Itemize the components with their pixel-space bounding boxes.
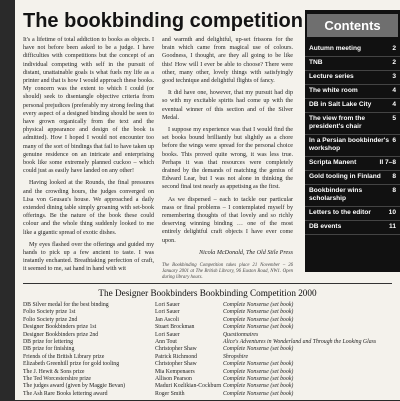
competition-book: Alice's Adventures in Wonderland and Through the Looking Glass bbox=[223, 339, 377, 346]
competition-book: Complete Nonsense (set book) bbox=[223, 383, 294, 390]
competition-book: Complete Nonsense (set book) bbox=[223, 316, 294, 323]
contents-item-label: Lecture series bbox=[309, 73, 354, 80]
contents-item[interactable] bbox=[305, 43, 400, 57]
article-paragraph: As we dispersed – each to tackle our particular mass or final problems – I contemplated myself by remembering thoughts of that lovely and so richly deserving winning binding … one of the most entirely delightful craft objects I have ever come upon. bbox=[162, 196, 293, 244]
contents-heading: Contents bbox=[307, 14, 398, 37]
contents-item-label: In a Persian bookbinder's workshop bbox=[309, 137, 389, 152]
contents-item-label: Autumn meeting bbox=[309, 45, 362, 52]
article-title: The bookbinding competition bbox=[23, 10, 303, 32]
contents-item[interactable] bbox=[305, 85, 400, 99]
article-attribution: Nicola McDonald, The Old Stile Press bbox=[199, 249, 293, 256]
contents-item-page: 11 bbox=[389, 223, 396, 230]
contents-item-label: The white room bbox=[309, 87, 358, 94]
article-paragraph: and warmth and delightful, up-set frissons for the brain which came from magical use of colours. Goodness, I thought, are they all going to be like this! How will I ever be able to choose? There were other, many other, lovely things with satisfyingly good technique and delightful flights of fancy. bbox=[162, 37, 293, 85]
competition-book: Complete Nonsense (set book) bbox=[223, 368, 294, 375]
competition-book: Complete Nonsense (set book) bbox=[223, 346, 294, 353]
article-paragraph: It did have one, however, that my pursuit had dip so with my excitable spirits had come up with the eventual winner of this section and of the Silver Medal. bbox=[162, 90, 293, 121]
competition-winner: Christopher Shaw bbox=[155, 361, 197, 368]
competition-row bbox=[23, 332, 392, 339]
competition-prize: Folio Society prize 2nd bbox=[23, 316, 78, 323]
contents-item-page: 4 bbox=[392, 101, 396, 108]
competition-prize: Friends of the British Library prize bbox=[23, 353, 105, 360]
article-column-left bbox=[23, 36, 154, 273]
competition-book: Shropshire bbox=[223, 353, 249, 360]
article-paragraph: My eyes flashed over the offerings and guided my hands to pick up a few ancient to taste. I was instantly enchanted. Breathtaking perfection of craft, it seemed to me, sat hand in hand with wit bbox=[23, 241, 154, 273]
competition-title: The Designer Bookbinders Bookbinding Competition 2000 bbox=[98, 288, 317, 298]
article-paragraph: It's a lifetime of total addiction to books as objects. I have not before been asked to be a judge. I have difficulties with competitions but the concept of an individual competing with self in the pursuit of distant, unattainable goals is what fuels my life as a printer and that is how I would approach these books. My concern was the extent to which I could (or should) seek to disentangle objective criteria from personal prejudices (preferably my strong feeling that every aspect of a designed binding should be seen to have grown organically from the text and the physical appearance and design of the book is admitted). How I hoped I would not encounter too many of the sort of bindings that fail to have taken up genuine residence on an intricate and enterprising book like some extremely planned cuckoo – which could just as easily have landed on any other! bbox=[23, 37, 154, 175]
competition-winner: Stuart Brockman bbox=[155, 324, 195, 331]
contents-item[interactable] bbox=[305, 71, 400, 85]
contents-item-page: 10 bbox=[388, 209, 396, 216]
contents-item[interactable] bbox=[305, 57, 400, 71]
competition-prize: The judges award (given by Maggie Bevan) bbox=[23, 383, 126, 390]
competition-row bbox=[23, 324, 392, 331]
competition-winner: Lori Sauer bbox=[155, 309, 180, 316]
competition-prize: DB prize for finishing bbox=[23, 346, 75, 353]
contents-item-page: 8 bbox=[392, 173, 396, 180]
competition-book: Complete Nonsense (set book) bbox=[223, 361, 294, 368]
competition-book: Questionnaires bbox=[223, 331, 259, 338]
competition-row bbox=[23, 369, 392, 376]
competition-row bbox=[23, 339, 392, 346]
contents-item-page: 3 bbox=[392, 73, 396, 80]
contents-item[interactable] bbox=[305, 207, 400, 221]
contents-item-page: 2 bbox=[392, 45, 396, 52]
competition-book: Complete Nonsense (set book) bbox=[223, 309, 294, 316]
competition-winner: Maduri Kozlikian-Cockburn bbox=[155, 383, 222, 390]
competition-results bbox=[23, 283, 392, 401]
competition-winner: Mia Kempenaers bbox=[155, 368, 195, 375]
contents-item-page: 5 bbox=[392, 115, 396, 122]
competition-prize: Designer Bookbinders prize 2nd bbox=[23, 331, 99, 338]
contents-item-label: TNB bbox=[309, 59, 323, 66]
competition-winner: Ann Tout bbox=[155, 339, 177, 346]
competition-row bbox=[23, 361, 392, 368]
contents-item-label: DB events bbox=[309, 223, 342, 230]
competition-winner: Lori Sauer bbox=[155, 331, 180, 338]
contents-item[interactable] bbox=[305, 171, 400, 185]
competition-winner: Roger Smith bbox=[155, 390, 185, 397]
competition-winner: Lori Sauer bbox=[155, 302, 180, 308]
contents-item[interactable] bbox=[305, 157, 400, 171]
article-paragraph: Having looked at the Rounds, the final pressures and the crowding hours, the judges converged on Lisa von Geusau's house. We approached a daily extended dining table simply groaning with set-book offerings. Be the nature of the book these could colour and the whole thing suddenly looked to me like a gigantic spread of exotic dishes. bbox=[23, 180, 154, 236]
contents-item[interactable] bbox=[305, 113, 400, 135]
contents-item-label: Letters to the editor bbox=[309, 209, 371, 216]
competition-row bbox=[23, 302, 392, 309]
competition-row bbox=[23, 383, 392, 390]
contents-item[interactable] bbox=[305, 185, 400, 207]
competition-book: Complete Nonsense (set book) bbox=[223, 376, 294, 383]
contents-item-page: 2 bbox=[392, 59, 396, 66]
contents-item-label: Gold tooling in Finland bbox=[309, 173, 381, 180]
competition-prize: The Ted Worcestershire prize bbox=[23, 376, 91, 383]
competition-winner: Patrick Richmond bbox=[155, 353, 198, 360]
contents-sidebar bbox=[305, 10, 400, 272]
competition-row bbox=[23, 346, 392, 353]
contents-item-page: 4 bbox=[392, 87, 396, 94]
contents-list bbox=[305, 43, 400, 235]
contents-item[interactable] bbox=[305, 221, 400, 235]
competition-book: Complete Nonsense (set book) bbox=[223, 324, 294, 331]
competition-row bbox=[23, 309, 392, 316]
contents-item-label: Scripta Manent bbox=[309, 159, 357, 166]
newsletter-page bbox=[15, 0, 400, 400]
competition-winner: Jan Ascoli bbox=[155, 316, 179, 323]
contents-item[interactable] bbox=[305, 135, 400, 157]
competition-row bbox=[23, 317, 392, 324]
contents-item-label: DB in Salt Lake City bbox=[309, 101, 372, 108]
competition-winner: Christopher Shaw bbox=[155, 346, 197, 353]
contents-item-page: 6 bbox=[392, 137, 396, 144]
competition-prize: The J. Hewit & Sons prize bbox=[23, 368, 85, 375]
competition-book: Complete Nonsense (set book) bbox=[223, 302, 294, 308]
contents-item-label: The view from the president's chair bbox=[309, 115, 366, 130]
competition-prize: Designer Bookbinders prize 1st bbox=[23, 324, 97, 331]
contents-item-label: Bookbinder wins scholarship bbox=[309, 187, 363, 202]
competition-prize: DB Silver medal for the best binding bbox=[23, 302, 109, 308]
competition-prize: DB prize for lettering bbox=[23, 339, 74, 346]
contents-item-page: 8 bbox=[392, 187, 396, 194]
contents-item-page: II 7–8 bbox=[379, 159, 396, 166]
contents-item[interactable] bbox=[305, 99, 400, 113]
competition-prize: The Ash Rare Books lettering award bbox=[23, 390, 108, 397]
competition-table bbox=[23, 302, 392, 398]
competition-row bbox=[23, 391, 392, 398]
competition-winner: Allison Pearson bbox=[155, 376, 192, 383]
exhibition-note: The Bookbinding Competition takes place 21 November – 26 January 2001 at The British Library, 96 Euston Road, NW1. Open during library hours. bbox=[162, 263, 293, 281]
article-paragraph: I suppose my experience was that I would find the set books bound brilliantly but slightly as a chore before the wings were spread for the personal choice books. This proved quite wrong, it was less true. Perhaps it was that resources were completely drained by the demands of matching the genius of Edward Lear, but I was not alone in thinking the second final test nearly as appetising as the first. bbox=[162, 127, 293, 191]
competition-prize: Folio Society prize 1st bbox=[23, 309, 76, 316]
competition-book: Complete Nonsense (set book) bbox=[223, 390, 294, 397]
competition-prize: Elizabeth Greenhill prize for gold tooling bbox=[23, 361, 120, 368]
article-column-right bbox=[162, 36, 293, 281]
